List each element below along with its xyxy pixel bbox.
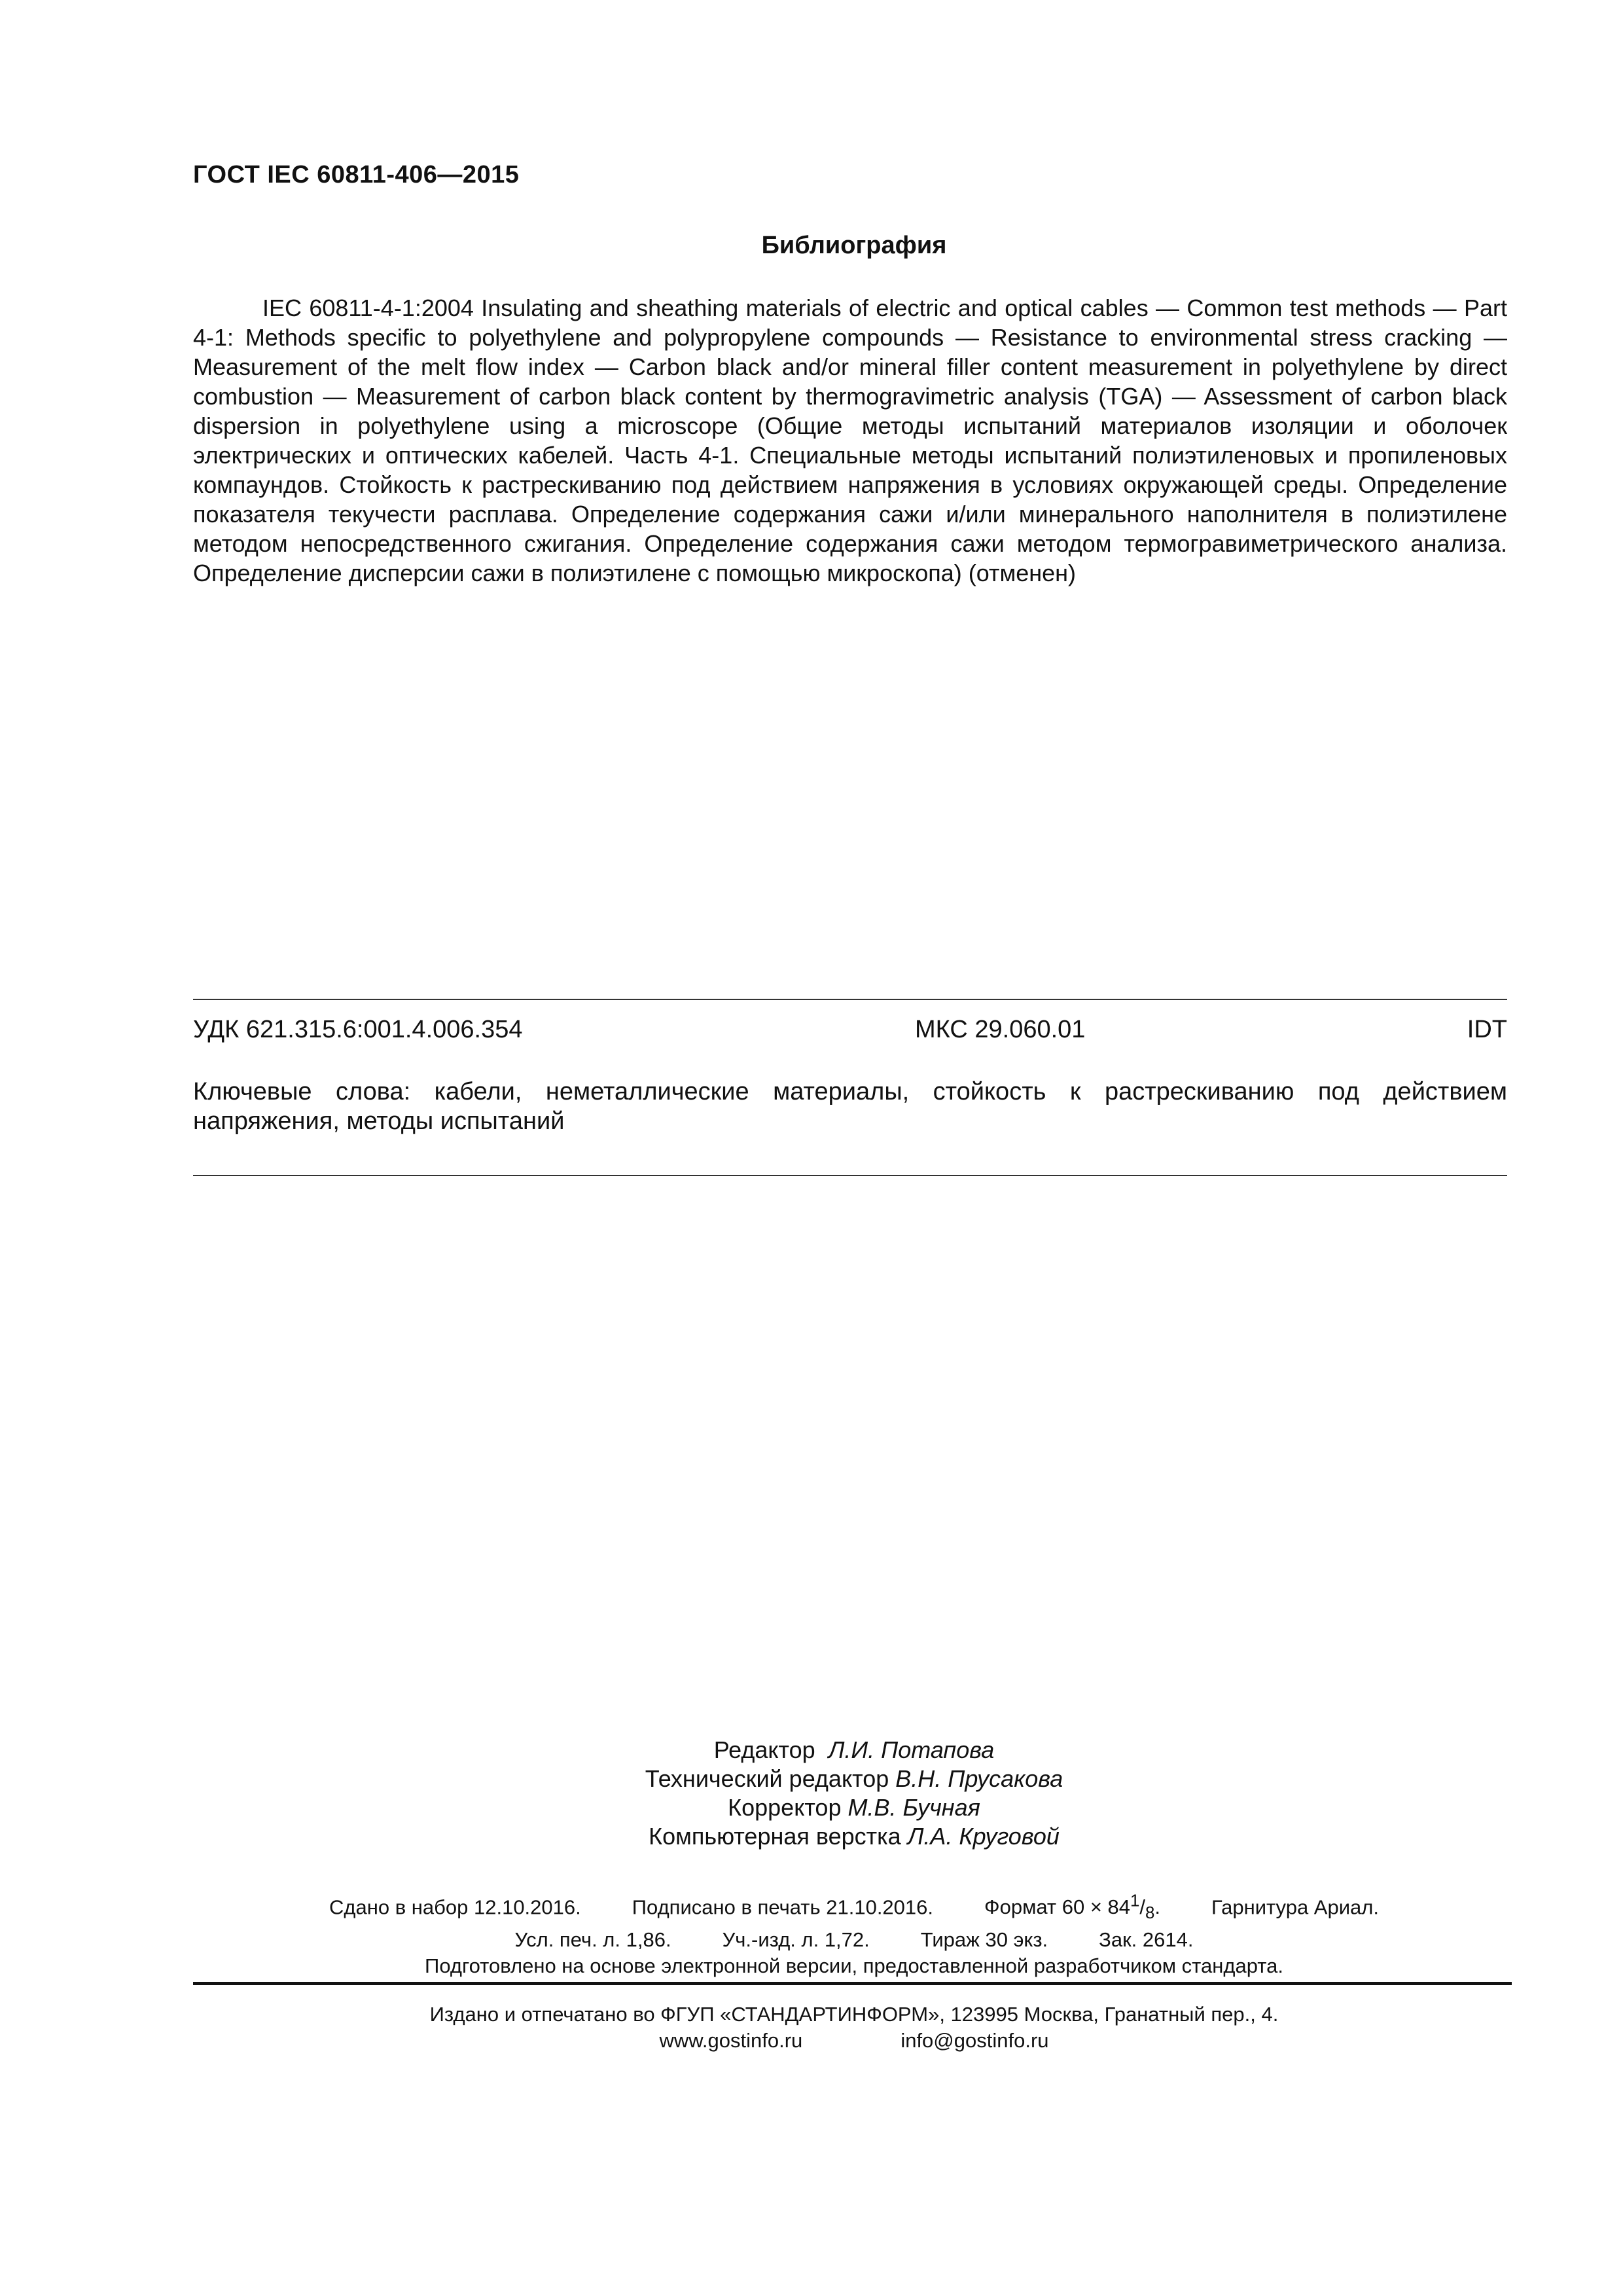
prepared-note: Подготовлено на основе электронной версии, предоставленной разработчиком стандарта. [425, 1954, 1283, 1977]
signed-date: Подписано в печать 21.10.2016. [632, 1895, 934, 1919]
usl-pech: Усл. печ. л. 1,86. [514, 1928, 671, 1951]
divider-thick [193, 1982, 1512, 1985]
publisher-contacts [0, 2028, 1623, 2054]
mks-code: МКС 29.060.01 [915, 1016, 1086, 1043]
credit-person: Л.А. Круговой [907, 1823, 1060, 1850]
typeface: Гарнитура Ариал. [1211, 1895, 1379, 1919]
credit-role: Компьютерная верстка [649, 1823, 901, 1850]
udk-code: УДК 621.315.6:001.4.006.354 [193, 1016, 523, 1043]
credit-proofreader [0, 1793, 1623, 1822]
credit-person: В.Н. Прусакова [895, 1765, 1063, 1792]
divider-top [193, 999, 1507, 1000]
print-info-row-2 [0, 1927, 1623, 1953]
website-link[interactable]: www.gostinfo.ru [659, 2029, 803, 2052]
print-info-row-1 [0, 1888, 1623, 1927]
credit-editor [0, 1736, 1623, 1765]
credit-tech-editor [0, 1765, 1623, 1793]
credits-block [0, 1736, 1623, 1851]
bibliography-title: Библиография [761, 232, 947, 259]
publisher-line: Издано и отпечатано во ФГУП «СТАНДАРТИНФОРМ», 123995 Москва, Гранатный пер., 4. [429, 2003, 1279, 2026]
order-number: Зак. 2614. [1099, 1928, 1194, 1951]
bibliography-entry: IEC 60811-4-1:2004 Insulating and sheathing materials of electric and optical cables — Common test methods — Part 4-1: Methods specific to polyethylene and polypropylene compounds — Resistance to environmental stress cracking — Measurement of the melt flow index — Carbon black and/or mineral filler content measurement in polyethylene by direct combustion — Measurement of carbon black content by thermogravimetric analysis (TGA) — Assessment of carbon black dispersion in polyethylene using a microscope (Общие методы испытаний материалов изоляции и оболочек электрических и оптических кабелей. Часть 4-1. Специальные методы испытаний полиэтиленовых и пропиленовых компаундов. Стойкость к растрескиванию под действием напряжения в условиях окружающей среды. Определение показателя текучести расплава. Определение содержания сажи и/или минерального наполнителя в полиэтилене методом непосредственного сжигания. Определение содержания сажи методом термогравиметрического анализа. Определение дисперсии сажи в полиэтилене с помощью микроскопа) (отменен) [193, 295, 1507, 586]
keywords: Ключевые слова: кабели, неметаллические материалы, стойкость к растрескиванию под действием напряжения, методы испытаний [193, 1078, 1507, 1135]
idt-label: IDT [1467, 1016, 1507, 1043]
email-link[interactable]: info@gostinfo.ru [901, 2029, 1049, 2052]
uch-izd: Уч.-изд. л. 1,72. [722, 1928, 870, 1951]
tirazh: Тираж 30 экз. [920, 1928, 1048, 1951]
credit-person: М.В. Бучная [847, 1794, 980, 1821]
publisher-block [0, 2001, 1623, 2054]
credit-role: Технический редактор [645, 1765, 889, 1792]
credit-role: Корректор [728, 1794, 842, 1821]
print-info [0, 1888, 1623, 1979]
submitted-date: Сдано в набор 12.10.2016. [329, 1895, 581, 1919]
paper-format: Формат $60 \times 84^1/_8$. [984, 1892, 1161, 1923]
divider-bottom [193, 1175, 1507, 1176]
credit-layout [0, 1822, 1623, 1851]
document-code: ГОСТ IEC 60811-406—2015 [193, 161, 520, 188]
credit-role: Редактор [713, 1736, 815, 1763]
credit-person: Л.И. Потапова [828, 1736, 995, 1763]
